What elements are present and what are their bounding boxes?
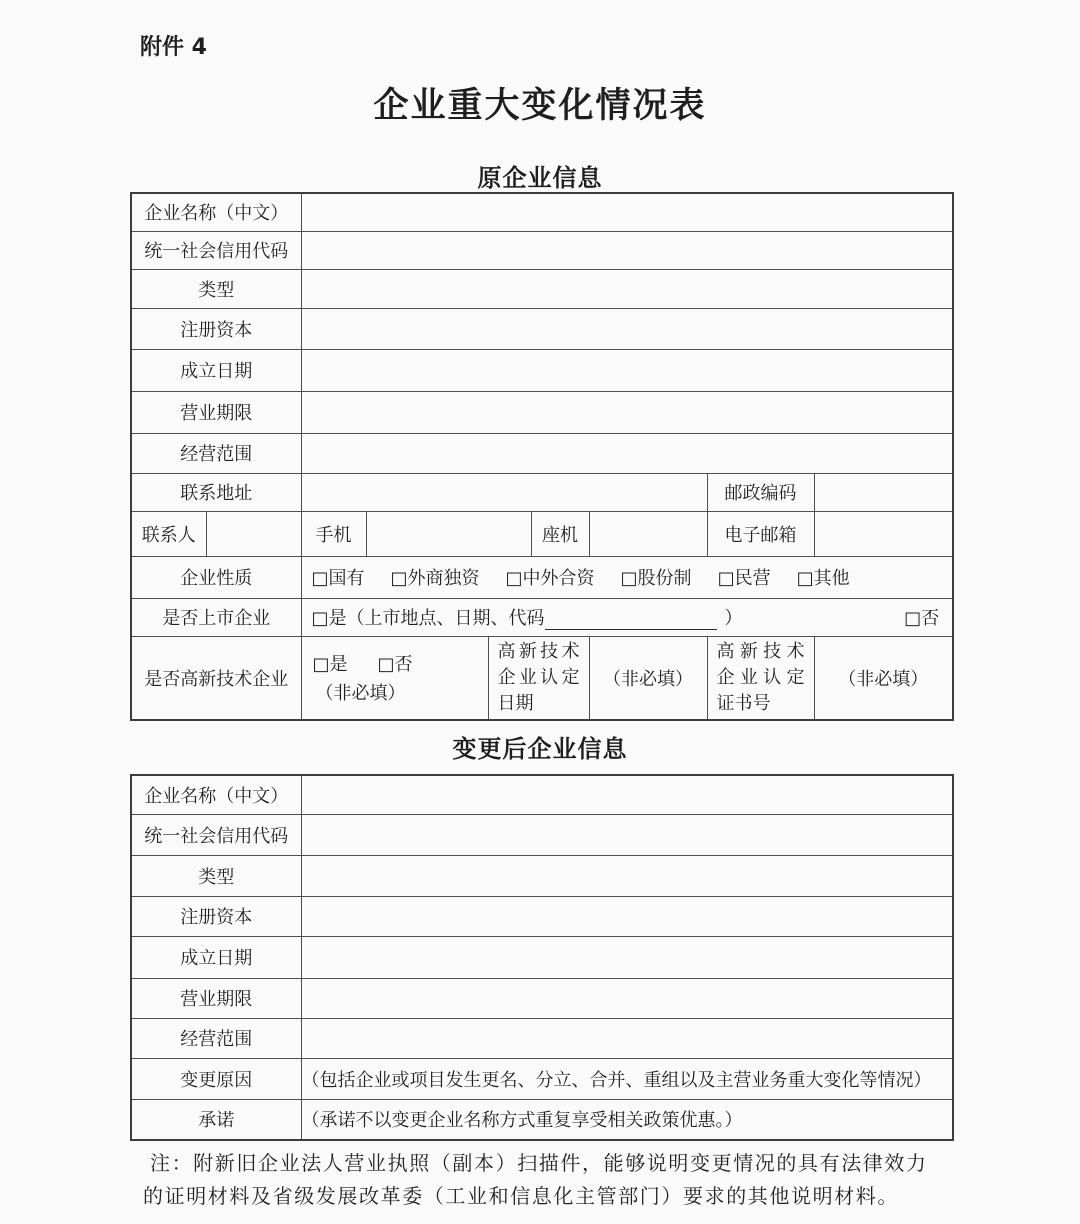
nature-option-state-owned: □国有 — [311, 568, 365, 589]
hitech-cert-number-label: 高新技术 企业认定 证书号 — [707, 636, 814, 720]
attachment-label: 附件 4 — [140, 35, 207, 60]
hitech-cert-date-value: （非必填） — [589, 636, 707, 720]
establish-date-value — [301, 349, 953, 391]
table-row — [131, 1099, 953, 1140]
table-row — [131, 978, 953, 1018]
business-scope-label: 经营范围 — [131, 433, 301, 473]
blank-underline — [545, 605, 717, 630]
footnote — [143, 1147, 943, 1213]
establish-date-label: 成立日期 — [131, 936, 301, 978]
listed-no-option: □否 — [904, 608, 940, 629]
promise-hint: （承诺不以变更企业名称方式重复享受相关政策优惠。） — [301, 1099, 953, 1140]
listed-company-label: 是否上市企业 — [131, 598, 301, 636]
business-term-value — [301, 391, 953, 433]
company-name-label: 企业名称（中文） — [131, 193, 301, 231]
establish-date-label: 成立日期 — [131, 349, 301, 391]
business-scope-value — [301, 1018, 953, 1058]
footnote-line-2: 的证明材料及省级发展改革委（工业和信息化主管部门）要求的其他说明材料。 — [143, 1184, 899, 1208]
nature-option-foreign-owned: □外商独资 — [390, 568, 480, 589]
footnote-line-1: 注：附新旧企业法人营业执照（副本）扫描件，能够说明变更情况的具有法律效力 — [150, 1151, 928, 1175]
enterprise-nature-label: 企业性质 — [131, 556, 301, 598]
table-row — [131, 855, 953, 896]
hitech-no-option: □否 — [377, 654, 413, 676]
registered-capital-value — [301, 896, 953, 936]
business-scope-value — [301, 433, 953, 473]
table-row — [131, 269, 953, 308]
changed-info-table — [130, 774, 954, 1141]
changed-section-heading: 变更后企业信息 — [452, 735, 628, 763]
registered-capital-value — [301, 308, 953, 349]
business-term-label: 营业期限 — [131, 978, 301, 1018]
postal-code-label: 邮政编码 — [707, 473, 814, 511]
listed-company-options — [301, 598, 953, 636]
hitech-yesno-cell — [301, 636, 488, 720]
credit-code-value — [301, 231, 953, 269]
company-name-value — [301, 775, 953, 814]
table-row — [131, 775, 953, 814]
contact-address-value — [301, 473, 707, 511]
contact-address-label: 联系地址 — [131, 473, 301, 511]
page-title: 企业重大变化情况表 — [373, 86, 707, 126]
type-value — [301, 269, 953, 308]
table-row — [131, 1058, 953, 1099]
contact-person-label: 联系人 — [131, 511, 206, 556]
company-name-label: 企业名称（中文） — [131, 775, 301, 814]
table-row — [131, 231, 953, 269]
landline-label: 座机 — [531, 511, 589, 556]
landline-value — [589, 511, 707, 556]
nature-option-joint-stock: □股份制 — [620, 568, 692, 589]
credit-code-label: 统一社会信用代码 — [131, 231, 301, 269]
table-row — [131, 814, 953, 855]
table-row — [131, 433, 953, 473]
postal-code-value — [814, 473, 953, 511]
change-reason-hint: （包括企业或项目发生更名、分立、合并、重组以及主营业务重大变化等情况） — [301, 1058, 953, 1099]
table-row — [131, 896, 953, 936]
type-label: 类型 — [131, 269, 301, 308]
change-reason-label: 变更原因 — [131, 1058, 301, 1099]
nature-option-other: □其他 — [796, 568, 850, 589]
nature-option-joint-venture: □中外合资 — [505, 568, 595, 589]
hitech-cert-date-label: 高新技术 企业认定 日期 — [488, 636, 589, 720]
business-term-value — [301, 978, 953, 1018]
business-scope-label: 经营范围 — [131, 1018, 301, 1058]
listed-close-paren: ） — [724, 608, 743, 629]
table-row — [131, 1018, 953, 1058]
email-label: 电子邮箱 — [707, 511, 814, 556]
company-name-value — [301, 193, 953, 231]
table-row — [131, 636, 953, 720]
table-row — [131, 349, 953, 391]
type-value — [301, 855, 953, 896]
promise-label: 承诺 — [131, 1099, 301, 1140]
hitech-label: 是否高新技术企业 — [131, 636, 301, 720]
table-row — [131, 193, 953, 231]
original-info-table — [130, 192, 954, 721]
table-row — [131, 598, 953, 636]
business-term-label: 营业期限 — [131, 391, 301, 433]
table-row — [131, 391, 953, 433]
mobile-label: 手机 — [301, 511, 366, 556]
registered-capital-label: 注册资本 — [131, 308, 301, 349]
enterprise-nature-options — [301, 556, 953, 598]
nature-option-private: □民营 — [717, 568, 771, 589]
email-value — [814, 511, 953, 556]
mobile-value — [366, 511, 531, 556]
table-row — [131, 936, 953, 978]
original-section-heading: 原企业信息 — [477, 164, 603, 192]
table-row — [131, 511, 953, 556]
type-label: 类型 — [131, 855, 301, 896]
listed-yes-option: □是（上市地点、日期、代码 — [311, 608, 545, 629]
hitech-cert-number-value: （非必填） — [814, 636, 953, 720]
table-row — [131, 308, 953, 349]
credit-code-label: 统一社会信用代码 — [131, 814, 301, 855]
contact-person-value — [206, 511, 301, 556]
hitech-yes-option: □是 — [312, 654, 348, 676]
table-row — [131, 473, 953, 511]
credit-code-value — [301, 814, 953, 855]
hitech-optional-note: （非必填） — [315, 683, 406, 705]
registered-capital-label: 注册资本 — [131, 896, 301, 936]
establish-date-value — [301, 936, 953, 978]
table-row — [131, 556, 953, 598]
